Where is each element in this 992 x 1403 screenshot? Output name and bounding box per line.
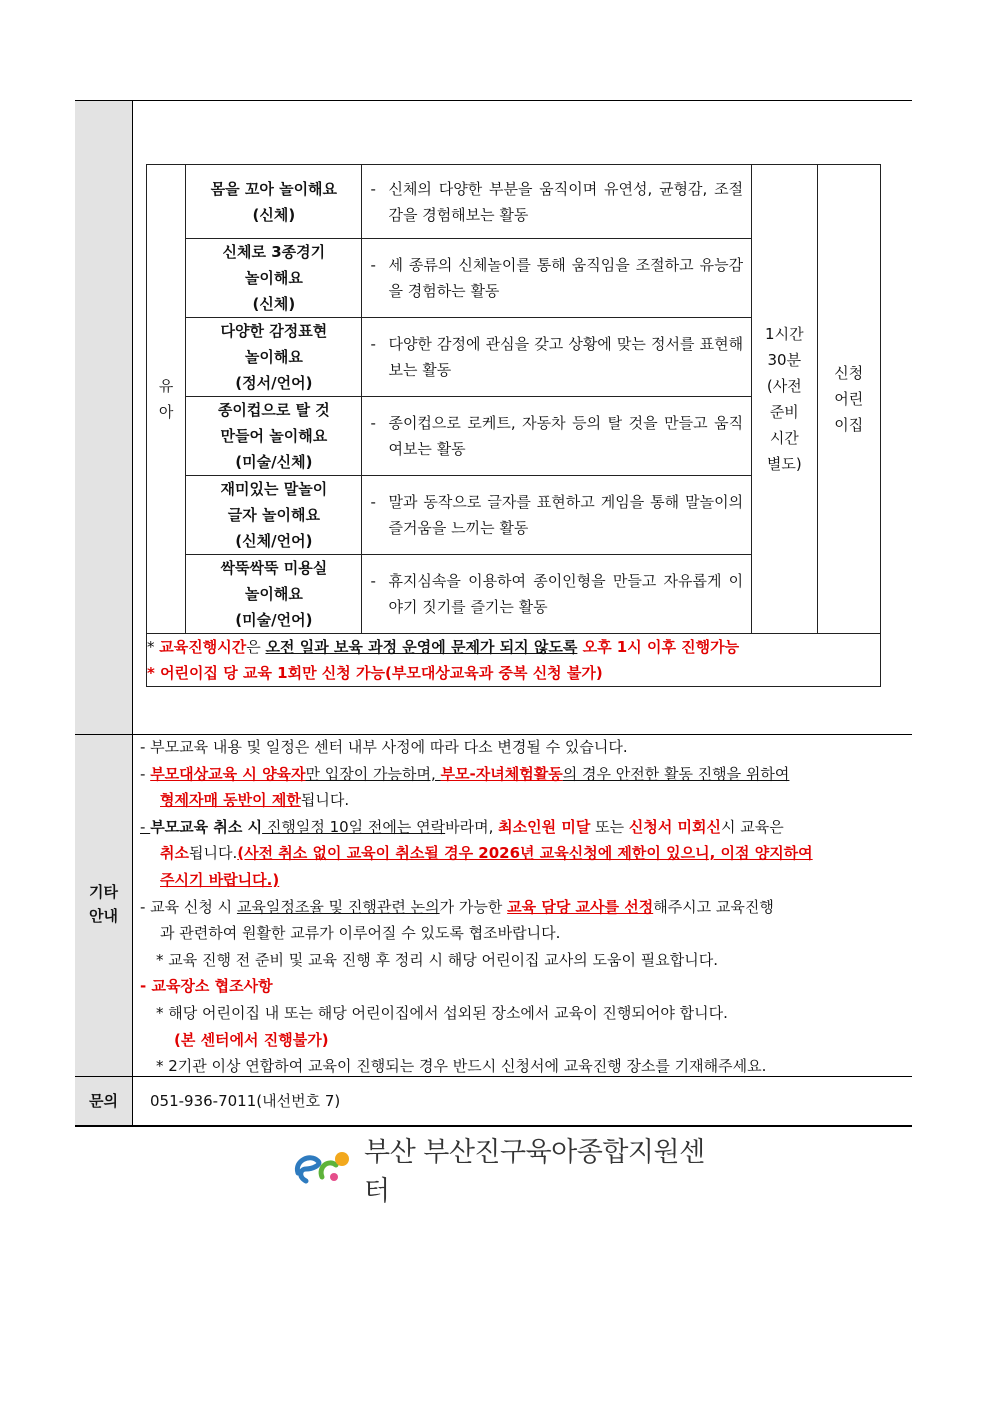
program-title-text: 재미있는 말놀이 글자 놀이해요 (신체/언어) [220,480,328,550]
program-title [186,165,362,239]
notice-text: 진행일정 10일 전에는 연락 [262,817,446,836]
program-desc-text: 종이컵으로 로케트, 자동차 등의 탈 것을 만들고 움직여보는 활동 [388,414,744,458]
dash: - [370,572,376,590]
notice-line: - 부모교육 내용 및 일정은 센터 내부 사정에 따라 다소 변경될 수 있습니다. [140,738,628,756]
notice-text: 교육일정조율 및 진행관련 논의 [236,897,440,916]
dash: - [140,817,151,836]
program-desc-text: 휴지심속을 이용하여 종이인형을 만들고 자유롭게 이야기 짓기를 즐기는 활동 [388,572,744,616]
program-table [146,164,881,687]
program-desc [362,397,752,476]
program-desc [362,476,752,555]
table-bottom-border [75,1125,912,1127]
note-once: * 어린이집 당 교육 1회만 신청 가능(부모대상교육과 중복 신청 불가) [147,664,603,682]
notes-row [147,634,881,687]
dash: - [370,414,376,432]
program-desc-text: 세 종류의 신체놀이를 통해 움직임을 조절하고 유능감을 경험하는 활동 [388,256,744,300]
highlight-text: 부모교육 취소 시 [150,817,263,836]
highlight-text: 부모대상교육 시 양육자 [150,764,306,783]
note-time [147,634,880,660]
program-desc [362,318,752,397]
notice-text: 시 교육은 [721,817,784,836]
notice-line: - 교육장소 협조사항 [140,977,273,996]
highlight-text: 형제자매 동반이 제한 [160,791,301,810]
program-title-text: 신체로 3종경기 놀이해요 (신체) [222,243,326,313]
program-title-text: 종이컵으로 탈 것 만들어 놀이해요 (미술/신체) [217,401,330,471]
highlight-text: 취소 [160,844,189,863]
footer-logo [292,1137,712,1207]
notice-line [140,894,905,921]
program-desc [362,165,752,239]
notice-line [140,840,905,867]
program-title [186,555,362,634]
notice-text: 해주시고 교육진행 [653,897,774,916]
dash: - [370,256,376,274]
notice-line: * 교육 진행 전 준비 및 교육 진행 후 정리 시 해당 어린이집 교사의 도움이 필요합니다. [156,950,718,969]
notice-line: (본 센터에서 진행불가) [174,1030,329,1049]
program-title [186,397,362,476]
note-text: 오전 일과 보육 과정 운영에 문제가 되지 않도록 [265,638,578,656]
program-title-text: 다양한 감정표현 놀이해요 (정서/언어) [220,322,328,392]
program-title-text: 몸을 꼬아 놀이해요 (신체) [210,179,338,224]
notice-line [140,761,905,788]
table-row [147,165,881,239]
highlight-text: 최소인원 미달 [498,817,591,836]
column-divider [132,101,133,1126]
notice-line [140,787,905,814]
notes-cell [147,634,881,687]
program-title [186,476,362,555]
duration-text: 1시간 30분 (사전 준비 시간 별도) [765,325,804,473]
program-title-text: 싹뚝싹뚝 미용실 놀이해요 (미술/언어) [220,559,328,629]
highlight-text: 교육 담당 교사를 선정 [507,897,654,916]
etc-label [75,880,132,928]
notice-text: 바라며, [445,817,499,836]
notice-line: * 해당 어린이집 내 또는 해당 어린이집에서 섭외된 장소에서 교육이 진행되어야 합니다. [156,1003,728,1022]
notice-line [140,814,905,841]
dash: - [370,179,376,198]
highlight-text: 신청서 미회신 [628,817,722,836]
notice-text: 또는 [590,817,629,836]
notice-line: 주시기 바랍니다.) [160,870,280,889]
dash: - [370,493,376,511]
etc-notices [140,734,905,1080]
program-desc [362,239,752,318]
program-title [186,318,362,397]
highlight-text: (사전 취소 없이 교육이 취소될 경우 2026년 교육신청에 제한이 있으니, 이점 양지하여 [237,844,813,863]
dash: - [140,764,151,783]
program-title [186,239,362,318]
dash: - [370,335,376,353]
program-desc-text: 말과 동작으로 글자를 표현하고 게임을 통해 말놀이의 즐거움을 느끼는 활동 [388,493,744,537]
target-text: 신청 어린 이집 [834,364,864,434]
notice-line: 과 관련하여 원활한 교류가 이루어질 수 있도록 협조바랍니다. [160,924,561,943]
notice-text: 됩니다. [188,844,238,863]
age-group-cell [147,165,186,634]
program-desc-text: 다양한 감정에 관심을 갖고 상황에 맞는 정서를 표현해보는 활동 [388,335,744,379]
notice-text: 가 가능한 [439,897,508,916]
highlight-text: 부모-자녀체험활동 [440,764,563,783]
contact-label: 문의 [89,1092,118,1110]
duration-cell [752,165,817,634]
program-desc [362,555,752,634]
note-time-value: 오후 1시 이후 진행가능 [577,638,740,656]
note-time-label: 교육진행시간 [159,638,247,656]
table-top-border [75,100,912,101]
notice-text: 만 입장이 가능하며, [305,764,441,783]
target-cell [817,165,880,634]
note-text: 은 [246,638,266,656]
org-name: 부산 부산진구육아종합지원센터 [364,1137,705,1207]
contact-phone: 051-936-7011(내선번호 7) [150,1092,341,1110]
etc-label-text: 기타 안내 [89,883,118,925]
notice-text: 의 경우 안전한 활동 진행을 위하여 [562,764,790,783]
note-star: * [147,638,155,656]
age-group-label: 유 아 [158,377,174,421]
program-desc-text: 신체의 다양한 부분을 움직이며 유연성, 균형감, 조절감을 경험해보는 활동 [388,179,744,224]
notice-line: * 2기관 이상 연합하여 교육이 진행되는 경우 반드시 신청서에 교육진행 장소를 기재해주세요. [156,1057,767,1076]
label-column [75,101,132,1126]
notice-text: 됩니다. [300,791,350,810]
center-logo-icon [292,1147,356,1191]
notice-text: - 교육 신청 시 [140,897,237,916]
